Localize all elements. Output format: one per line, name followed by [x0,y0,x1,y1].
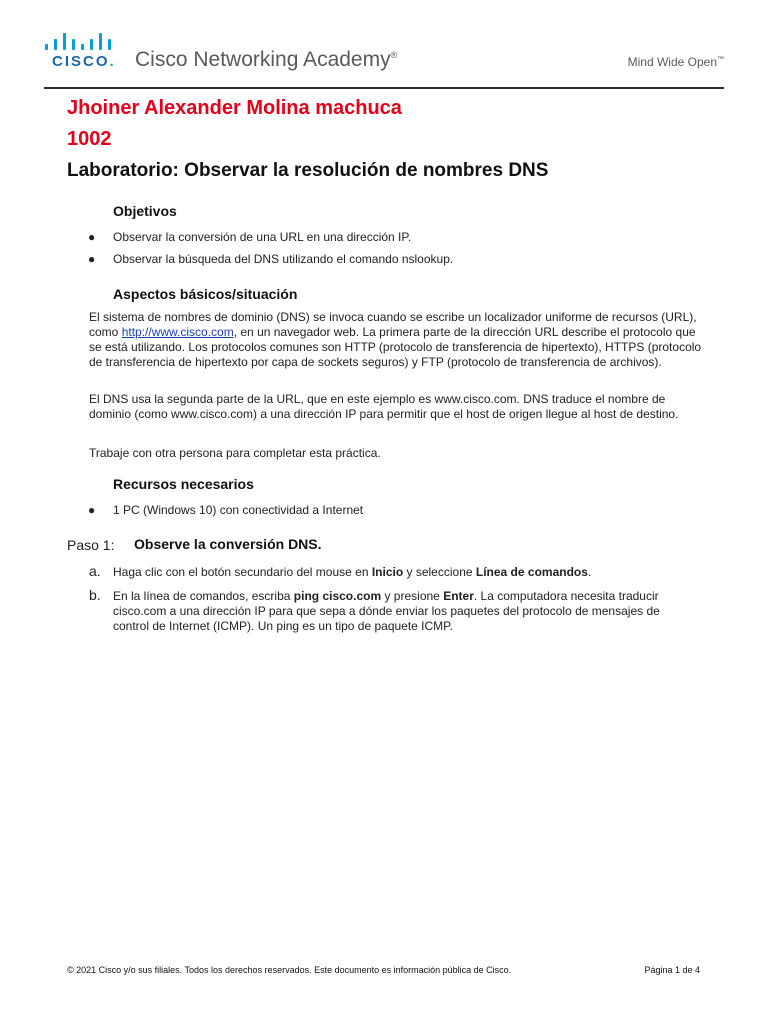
paso-title: Observe la conversión DNS. [134,536,322,552]
aspectos-paragraph-1: El sistema de nombres de dominio (DNS) se invoca cuando se escribe un localizador uniforme de recursos (URL), como http://www.cisco.com, en un navegador web. La primera parte de la dirección URL describe el protocolo que se está utilizando. Los protocolos comunes son HTTP (protocolo de transferencia de hipertexto), HTTPS (protocolo de transferencia de hipertexto por capa de sockets seguros) y FTP (protocolo de transferencia de archivos). [89,310,702,369]
document-title: Laboratorio: Observar la resolución de nombres DNS [67,160,549,181]
objetivo-item: Observar la búsqueda del DNS utilizando el comando nslookup. [113,252,454,266]
student-group: 1002 [67,128,112,150]
bullet-icon: ● [88,252,96,266]
step-a-text: Haga clic con el botón secundario del mouse en Inicio y seleccione Línea de comandos. [113,565,592,579]
tagline: Mind Wide Open™ [627,55,724,69]
bullet-icon: ● [88,230,96,244]
cisco-logo-bars-icon [45,30,111,50]
cisco-url-link[interactable]: http://www.cisco.com [121,325,234,339]
student-name: Jhoiner Alexander Molina machuca [67,97,402,119]
objetivos-heading: Objetivos [113,203,177,219]
bullet-icon: ● [88,503,96,517]
step-b-letter: b. [89,587,101,603]
paso-label: Paso 1: [67,537,115,553]
footer-page-number: Página 1 de 4 [644,965,700,975]
academy-name: Cisco Networking Academy® [135,48,398,71]
aspectos-paragraph-3: Trabaje con otra persona para completar esta práctica. [89,446,381,460]
page-header [0,0,768,88]
step-a-letter: a. [89,563,101,579]
cisco-logo-word: CISCO. [52,53,116,70]
objetivo-item: Observar la conversión de una URL en una dirección IP. [113,230,412,244]
aspectos-heading: Aspectos básicos/situación [113,286,298,302]
aspectos-paragraph-2: El DNS usa la segunda parte de la URL, que en este ejemplo es www.cisco.com. DNS traduce el nombre de dominio (como www.cisco.com) a una dirección IP para permitir que el host de origen llegue al host de destino. [89,392,679,421]
recurso-item: 1 PC (Windows 10) con conectividad a Internet [113,503,364,517]
recursos-heading: Recursos necesarios [113,476,254,492]
footer-copyright: © 2021 Cisco y/o sus filiales. Todos los derechos reservados. Este documento es información pública de Cisco. [67,965,512,975]
header-divider [44,87,724,89]
step-b-text: En la línea de comandos, escriba ping cisco.com y presione Enter. La computadora necesita traducir cisco.com a una dirección IP para que sepa a dónde enviar los paquetes del protocolo de mensajes de control de Internet (ICMP). Un ping es un tipo de paquete ICMP. [113,589,660,633]
